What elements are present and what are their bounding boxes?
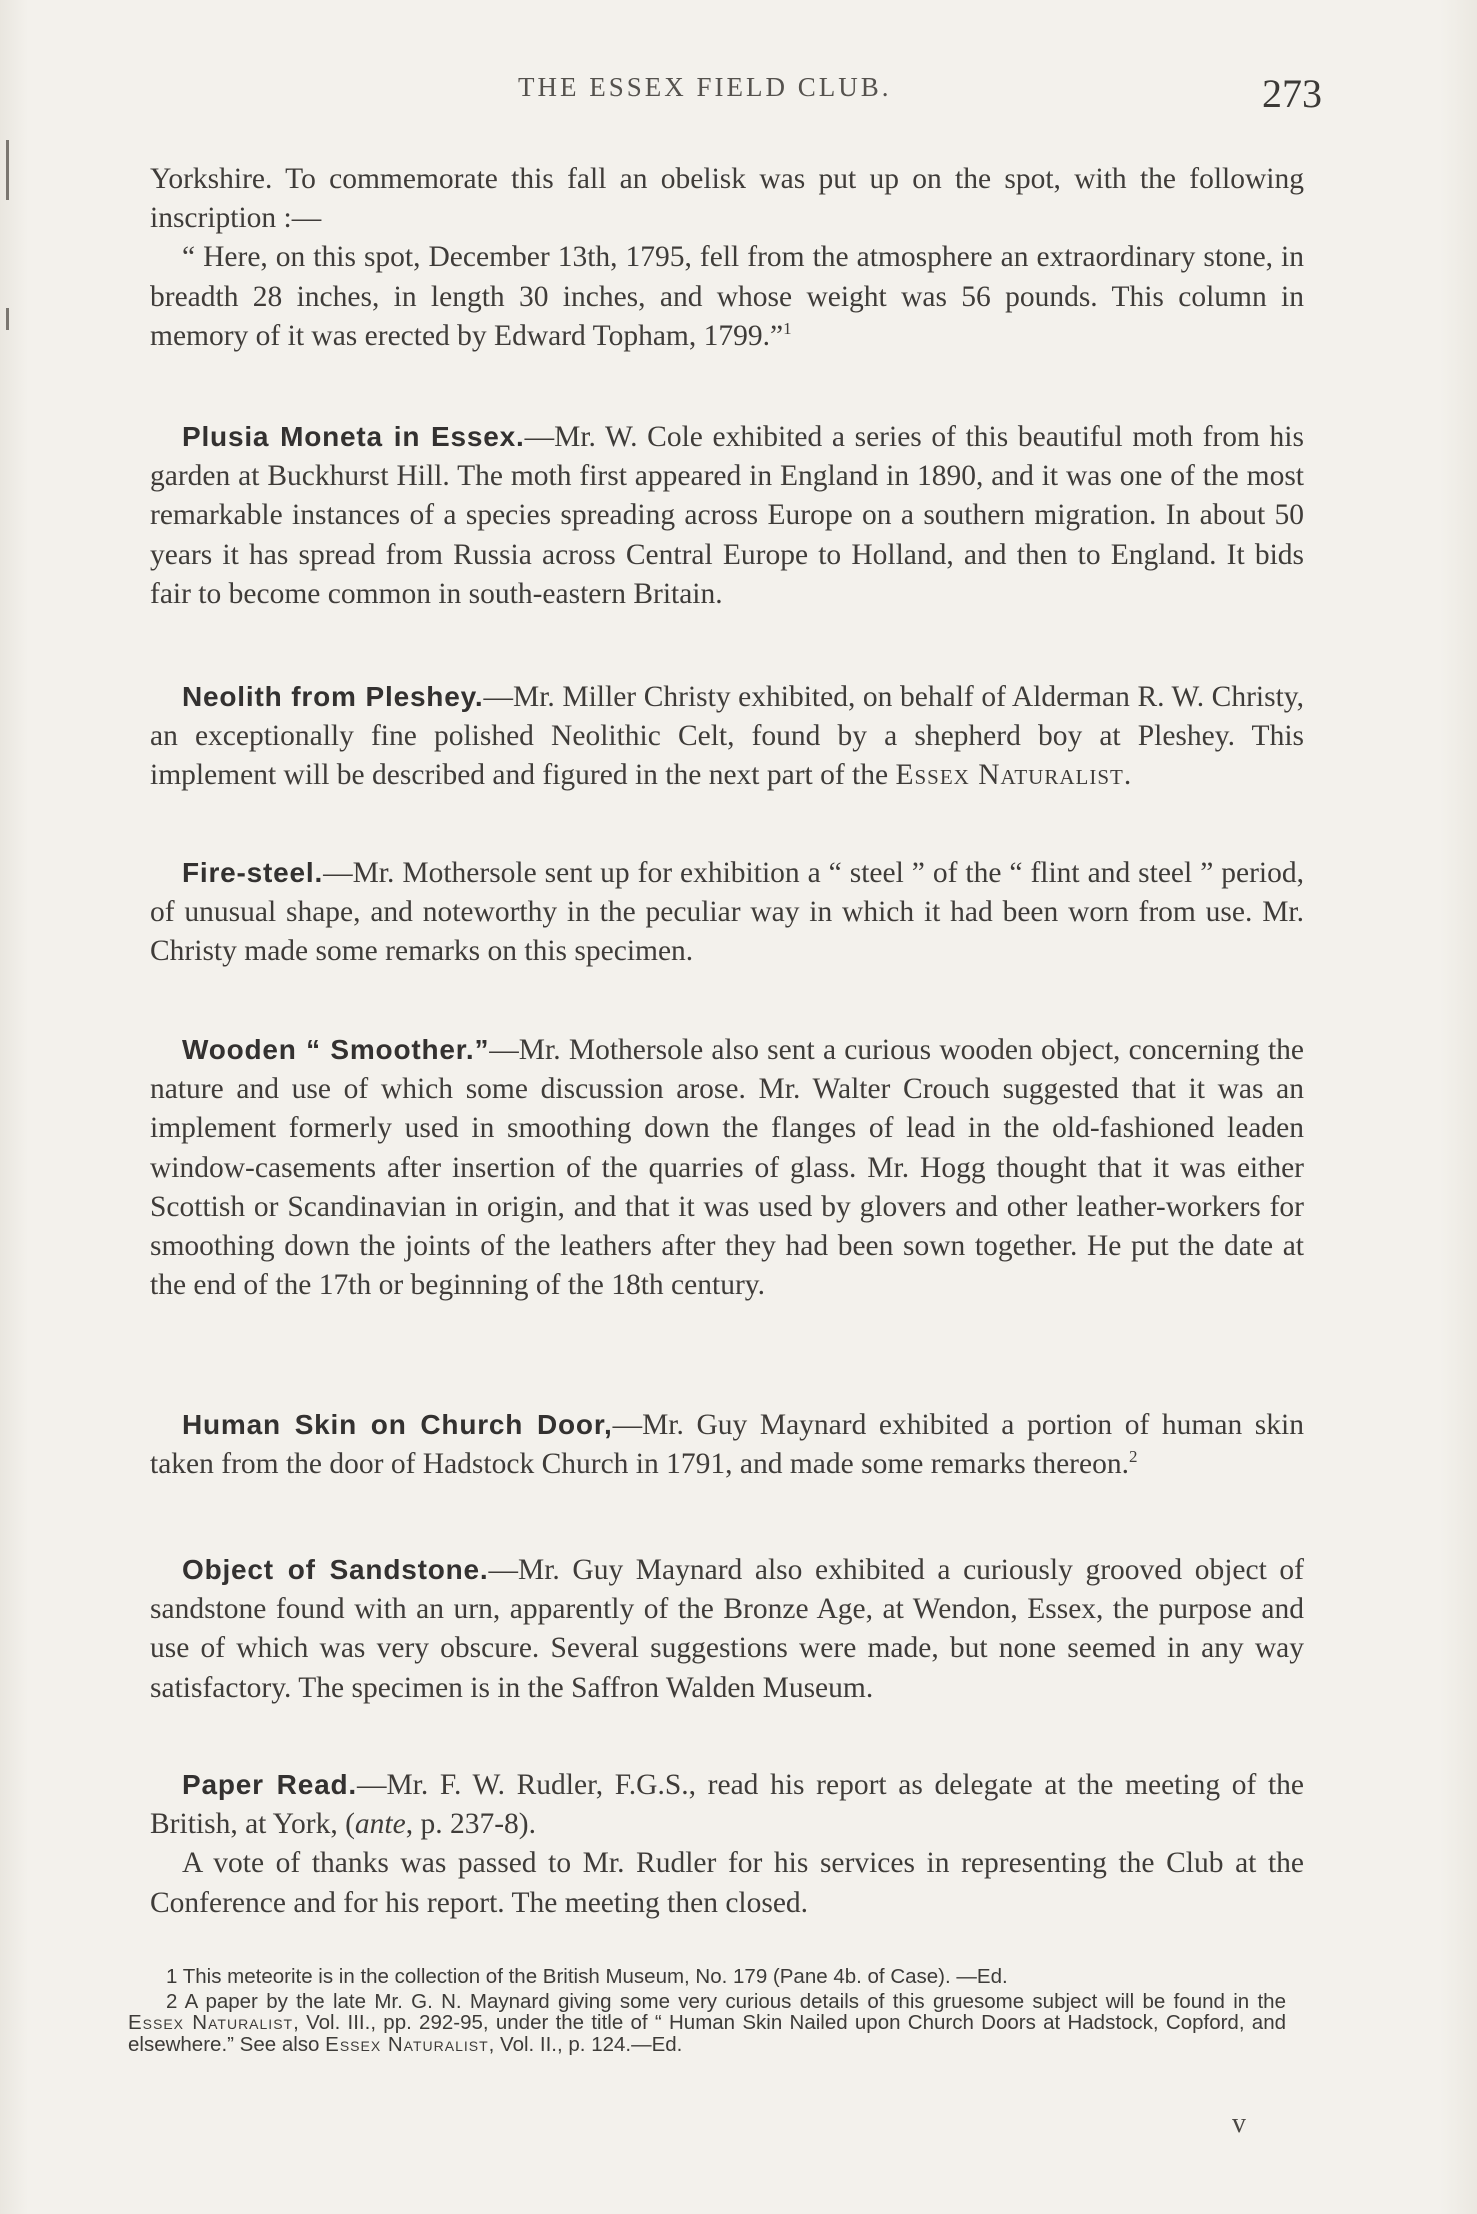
journal-title: Essex Naturalist (895, 759, 1124, 792)
section-body-end: , p. 237-8). (405, 1808, 536, 1841)
section-paragraph (150, 1030, 1304, 1305)
section-paragraph (150, 1405, 1304, 1484)
footnotes (128, 1966, 1286, 2055)
binding-mark (6, 308, 9, 330)
section-body: —Mr. Guy Maynard exhibited a portion of human skin taken from the door of Hadstock Church in 1791, and made some remarks thereon. (150, 1409, 1304, 1481)
section-heading: Fire-steel. (182, 857, 324, 888)
inscription-text: “ Here, on this spot, December 13th, 1795, fell from the atmosphere an extraordinary stone, in breadth 28 inches, in length 30 inches, and whose weight was 56 pounds. This column in memory of it was erected by Edward Topham, 1799.” (150, 241, 1304, 352)
section-heading: Paper Read. (182, 1769, 357, 1800)
footnote-ref-2: 2 (1128, 1447, 1138, 1467)
section-body: —Mr. Mothersole also sent a curious wooden object, concerning the nature and use of which some discussion arose. Mr. Walter Crouch suggested that it was an implement formerly used in smoothing down the flanges of lead in the old-fashioned leaden window-casements after insertion of the quarries of glass. Mr. Hogg thought that it was either Scottish or Scandinavian in origin, and that it was used by glovers and other leather-workers for smoothing down the joints of the leathers after they had been sown together. He put the date at the end of the 17th or beginning of the 18th century. (150, 1034, 1304, 1302)
footnote-2 (128, 1991, 1286, 2056)
section-paragraph (150, 677, 1304, 796)
section-body: —Mr. Mothersole sent up for exhibition a “ steel ” of the “ flint and steel ” period, of unusual shape, and noteworthy in the peculiar way in which it had been worn from use. Mr. Christy made some remarks on this specimen. (150, 857, 1304, 968)
section-body: —Mr. W. Cole exhibited a series of this beautiful moth from his garden at Buckhurst Hill. The moth first appeared in England in 1890, and it was one of the most remarkable instances of a species spreading across Europe on a southern migration. In about 50 years it has spread from Russia across Central Europe to Holland, and then to England. It bids fair to become common in south-eastern Britain. (150, 421, 1304, 610)
footnote-1: 1 This meteorite is in the collection of the British Museum, No. 179 (Pane 4b. of Case). —Ed. (166, 1965, 1008, 1988)
footnote-2-middle: , Vol. III., pp. 292-95, under the title of “ Human Skin Nailed upon Church Doors at Hadstock, Copford, and elsewhere.” See also (128, 2011, 1287, 2056)
section-body: —Mr. Guy Maynard also exhibited a curiously grooved object of sandstone found with an urn, apparently of the Bronze Age, at Wendon, Essex, the purpose and use of which was very obscure. Several suggestions were made, but none seemed in any way satisfactory. The specimen is in the Saffron Walden Museum. (150, 1554, 1304, 1704)
section-sandstone (150, 1550, 1304, 1708)
section-wooden-smoother (150, 1030, 1304, 1305)
footnote-ref-1: 1 (783, 318, 792, 338)
section-plusia (150, 417, 1304, 614)
section-heading: Wooden “ Smoother.” (182, 1034, 490, 1065)
journal-title: Essex Naturalist (325, 2032, 489, 2056)
section-fire-steel (150, 853, 1304, 972)
inscription-quote (150, 238, 1304, 356)
section-paragraph (150, 1550, 1304, 1708)
meteorite-intro: Yorkshire. To commemorate this fall an obelisk was put up on the spot, with the following inscription :— (150, 163, 1304, 235)
italic-ante: ante (354, 1808, 406, 1841)
closing-paragraph: A vote of thanks was passed to Mr. Rudler for his services in representing the Club at the Conference and for his report. The meeting then closed. (150, 1847, 1304, 1919)
section-tail: . (1123, 759, 1132, 792)
journal-title: Essex Naturalist (128, 2011, 294, 2034)
section-heading: Human Skin on Church Door, (182, 1409, 613, 1440)
section-human-skin (150, 1405, 1304, 1484)
section-paragraph (150, 853, 1304, 972)
section-paper-read (150, 1765, 1304, 1923)
binding-shadow (6, 140, 9, 200)
footnote-2-end: , Vol. II., p. 124.—Ed. (488, 2032, 683, 2056)
page-number: 273 (1262, 71, 1322, 116)
section-paragraph (150, 1765, 1304, 1844)
section-neolith (150, 677, 1304, 796)
section-heading: Object of Sandstone. (182, 1554, 489, 1585)
section-heading: Plusia Moneta in Essex. (182, 421, 525, 452)
section-body: —Mr. F. W. Rudler, F.G.S., read his report as delegate at the meeting of the British, at York, ( (150, 1769, 1304, 1841)
signature-mark: v (1232, 2108, 1246, 2139)
footnote-2-text: 2 A paper by the late Mr. G. N. Maynard giving some very curious details of this gruesome subject will be found in the (166, 1989, 1286, 2013)
section-heading: Neolith from Pleshey. (182, 681, 484, 712)
running-head: THE ESSEX FIELD CLUB. (518, 72, 892, 102)
section-body: —Mr. Miller Christy exhibited, on behalf of Alderman R. W. Christy, an exceptionally fine polished Neolithic Celt, found by a shepherd boy at Pleshey. This implement will be described and figured in the next part of the (150, 681, 1305, 792)
section-paragraph (150, 417, 1304, 614)
meteorite-paragraphs (150, 160, 1304, 356)
